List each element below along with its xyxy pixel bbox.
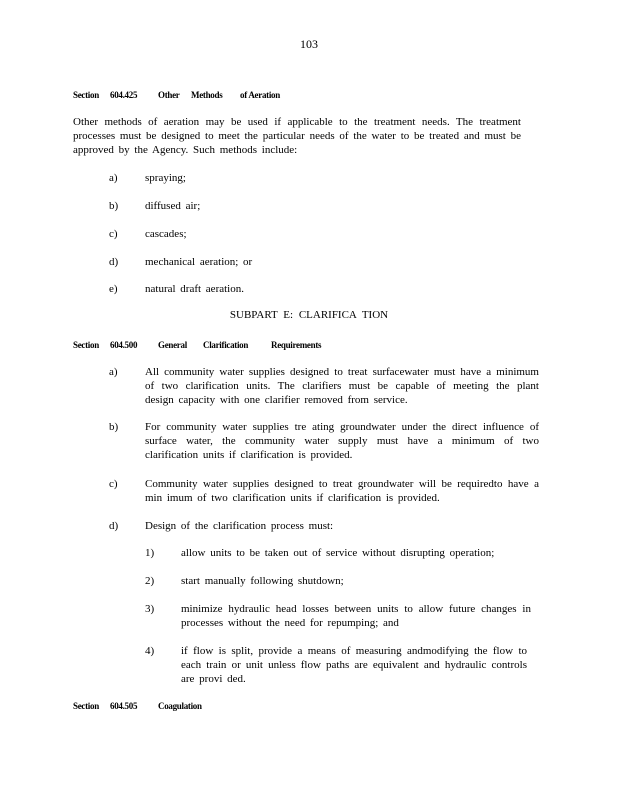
section-title-word: General <box>158 340 187 350</box>
design-item-label: 2) <box>145 575 155 587</box>
subsection-label: d) <box>109 520 119 532</box>
section-title-word: Coagulation <box>158 701 202 711</box>
subpart-heading: SUBPART E: CLARIFICA TION <box>229 309 389 321</box>
section-label: Section <box>73 701 99 711</box>
subsection-label: b) <box>109 421 119 433</box>
design-item: allow units to be taken out of service without disrupting operation; <box>181 547 495 559</box>
section-title-word: Requirements <box>271 340 322 350</box>
design-item: if flow is split, provide a means of measuring andmodifying the flow to each train or unit unless flow paths are equivalent and hydraulic controls are provi ded. <box>181 645 527 685</box>
design-item-label: 3) <box>145 603 155 615</box>
section-label: Section <box>73 340 99 350</box>
list-item-label: a) <box>109 172 118 184</box>
list-item: mechanical aeration; or <box>145 256 253 268</box>
section-title-word: of Aeration <box>240 90 280 100</box>
list-item: cascades; <box>145 228 187 240</box>
section-title-word: Clarification <box>203 340 249 350</box>
section-title-word: Methods <box>191 90 223 100</box>
list-item-label: b) <box>109 200 119 212</box>
subsection-text: For community water supplies tre ating groundwater under the direct influence of surface water, the community water supply must have a minimum of two clarification units if clarification is provided. <box>145 421 539 461</box>
section-number: 604.425 <box>110 90 138 100</box>
subsection-text: All community water supplies designed to treat surfacewater must have a minimum of two clarification units. The clarifiers must be capable of meeting the plant design capacity with one clarifier removed from service. <box>145 366 539 406</box>
subsection-text: Design of the clarification process must: <box>145 520 334 532</box>
subsection-label: c) <box>109 478 118 490</box>
section-label: Section <box>73 90 99 100</box>
intro-paragraph: Other methods of aeration may be used if applicable to the treatment needs. The treatment processes must be designed to meet the particular needs of the water to be treated and must be approved by the Agency. Such methods include: <box>73 116 521 156</box>
design-item: minimize hydraulic head losses between units to allow future changes in processes without the need for repumping; and <box>181 603 531 629</box>
subsection-text: Community water supplies designed to treat groundwater will be requiredto have a min imum of two clarification units if clarification is provided. <box>145 478 539 504</box>
section-number: 604.500 <box>110 340 138 350</box>
page-number: 103 <box>300 37 318 51</box>
design-item-label: 4) <box>145 645 155 657</box>
list-item: spraying; <box>145 172 186 184</box>
section-title-word: Other <box>158 90 180 100</box>
section-number: 604.505 <box>110 701 138 711</box>
subsection-label: a) <box>109 366 118 378</box>
design-item-label: 1) <box>145 547 155 559</box>
design-item: start manually following shutdown; <box>181 575 344 587</box>
list-item-label: d) <box>109 256 119 268</box>
list-item: diffused air; <box>145 200 201 212</box>
list-item-label: c) <box>109 228 118 240</box>
list-item: natural draft aeration. <box>145 283 244 295</box>
list-item-label: e) <box>109 283 118 295</box>
